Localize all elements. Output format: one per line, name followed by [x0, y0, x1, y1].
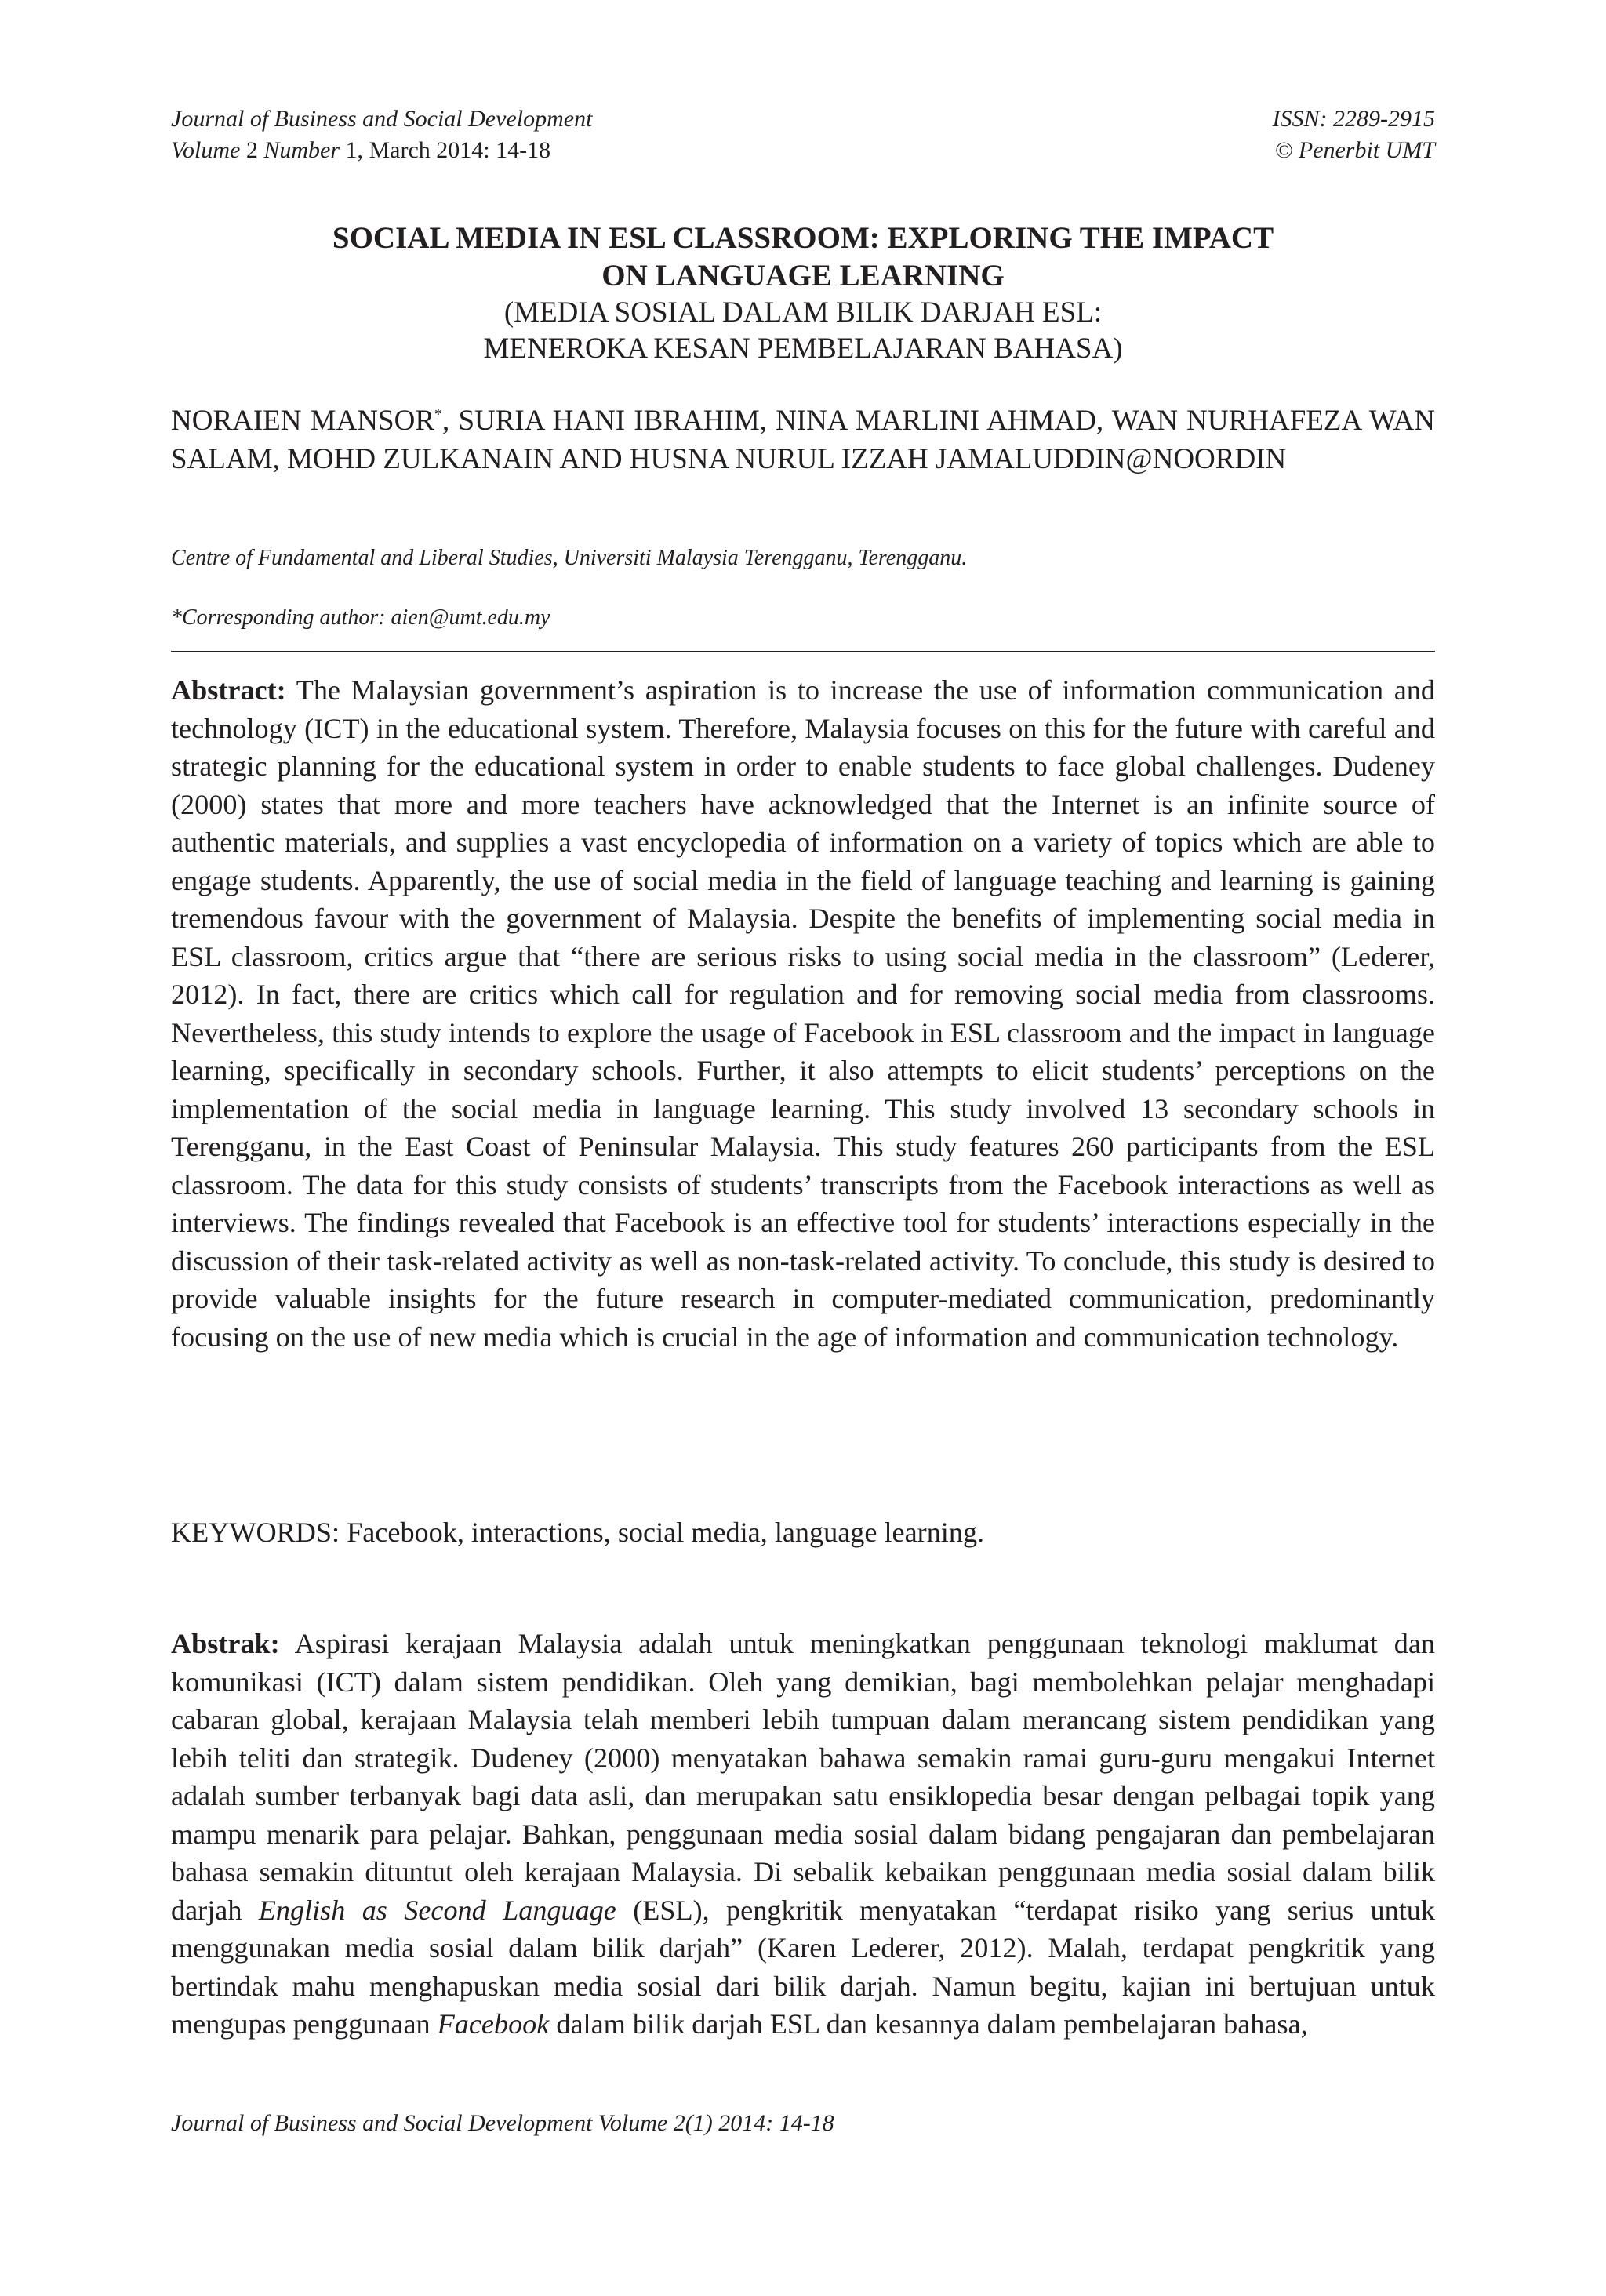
malay-title-line-1: (MEDIA SOSIAL DALAM BILIK DARJAH ESL: [503, 296, 1103, 329]
publisher: © Penerbit UMT [1274, 137, 1435, 163]
abstrak-italic-esl: English as Second Language [258, 1894, 616, 1926]
corresponding-asterisk: * [434, 405, 442, 423]
abstrak-italic-facebook: Facebook [437, 2008, 550, 2040]
affiliation: Centre of Fundamental and Liberal Studies, Universiti Malaysia Terengganu, Terengganu. [171, 546, 968, 570]
abstrak-paragraph [171, 1625, 1435, 2044]
issn-info [965, 104, 1435, 166]
abstrak-text-3: dalam bilik darjah ESL dan kesannya dalam pembelajaran bahasa, [549, 2008, 1308, 2040]
abstract-label: Abstract: [171, 674, 286, 706]
volume-label: Volume [171, 137, 241, 163]
abstrak-text-2: (ESL), pengkritik menyatakan “terdapat risiko yang serius untuk menggunakan media sosial dalam bilik darjah” (Karen Lederer, 2012). Malah, terdapat pengkritik yang bertindak mahu menghapuskan media sosial dari bilik darjah. Namun begitu, kajian ini bertujuan untuk mengupas penggunaan [171, 1894, 1435, 2040]
abstrak-label: Abstrak: [171, 1628, 280, 1659]
author-list [171, 401, 1435, 478]
first-author: NORAIEN MANSOR [171, 405, 434, 437]
title-block [171, 220, 1435, 367]
paper-title-line-1: SOCIAL MEDIA IN ESL CLASSROOM: EXPLORING THE IMPACT [332, 221, 1274, 255]
journal-info [171, 104, 877, 166]
number-date-value: 1, March 2014: 14-18 [340, 137, 551, 163]
keywords: KEYWORDS: Facebook, interactions, social media, language learning. [171, 1517, 985, 1548]
journal-name: Journal of Business and Social Development [171, 106, 593, 132]
paper-page [171, 0, 1435, 2296]
abstrak-text-1: Aspirasi kerajaan Malaysia adalah untuk meningkatkan penggunaan teknologi maklumat dan komunikasi (ICT) dalam sistem pendidikan. Oleh yang demikian, bagi membolehkan pelajar menghadapi cabaran global, kerajaan Malaysia telah memberi lebih tumpuan dalam merancang sistem pendidikan yang lebih teliti dan strategik. Dudeney (2000) menyatakan bahawa semakin ramai guru-guru mengakui Internet adalah sumber terbanyak bagi data asli, dan merupakan satu ensiklopedia besar dengan pelbagai topik yang mampu menarik para pelajar. Bahkan, penggunaan media sosial dalam bidang pengajaran dan pembelajaran bahasa semakin dituntut oleh kerajaan Malaysia. Di sebalik kebaikan penggunaan media sosial dalam bilik darjah [171, 1628, 1435, 1926]
corresponding-author: *Corresponding author: aien@umt.edu.my [171, 605, 550, 630]
running-footer: Journal of Business and Social Development Volume 2(1) 2014: 14-18 [171, 2110, 834, 2136]
volume-issue-line [171, 135, 877, 166]
paper-title-line-2: ON LANGUAGE LEARNING [601, 259, 1005, 292]
volume-value: 2 [240, 137, 264, 163]
malay-title-line-2: MENEROKA KESAN PEMBELAJARAN BAHASA) [483, 332, 1123, 365]
number-label: Number [263, 137, 340, 163]
issn: ISSN: 2289-2915 [1272, 106, 1435, 132]
header-divider [171, 651, 1435, 652]
abstract-paragraph [171, 671, 1435, 1356]
abstract-text: The Malaysian government’s aspiration is to increase the use of information communication and technology (ICT) in the educational system. Therefore, Malaysia focuses on this for the future with careful and strategic planning for the educational system in order to enable students to face global challenges. Dudeney (2000) states that more and more teachers have acknowledged that the Internet is an infinite source of authentic materials, and supplies a vast encyclopedia of information on a variety of topics which are able to engage students. Apparently, the use of social media in the field of language teaching and learning is gaining tremendous favour with the government of Malaysia. Despite the benefits of implementing social media in ESL classroom, critics argue that “there are serious risks to using social media in the classroom” (Lederer, 2012). In fact, there are critics which call for regulation and for removing social media from classrooms. Nevertheless, this study intends to explore the usage of Facebook in ESL classroom and the impact in language learning, specifically in secondary schools. Further, it also attempts to elicit students’ perceptions on the implementation of the social media in language learning. This study involved 13 secondary schools in Terengganu, in the East Coast of Peninsular Malaysia. This study features 260 participants from the ESL classroom. The data for this study consists of students’ transcripts from the Facebook interactions as well as interviews. The findings revealed that Facebook is an effective tool for students’ interactions especially in the discussion of their task-related activity as well as non-task-related activity. To conclude, this study is desired to provide valuable insights for the future research in computer-mediated communication, predominantly focusing on the use of new media which is crucial in the age of information and communication technology. [171, 674, 1435, 1353]
other-authors: , SURIA HANI IBRAHIM, NINA MARLINI AHMAD, WAN NURHAFEZA WAN SALAM, MOHD ZULKANAIN AND HUSNA NURUL IZZAH JAMALUDDIN@NOORDIN [171, 405, 1435, 475]
